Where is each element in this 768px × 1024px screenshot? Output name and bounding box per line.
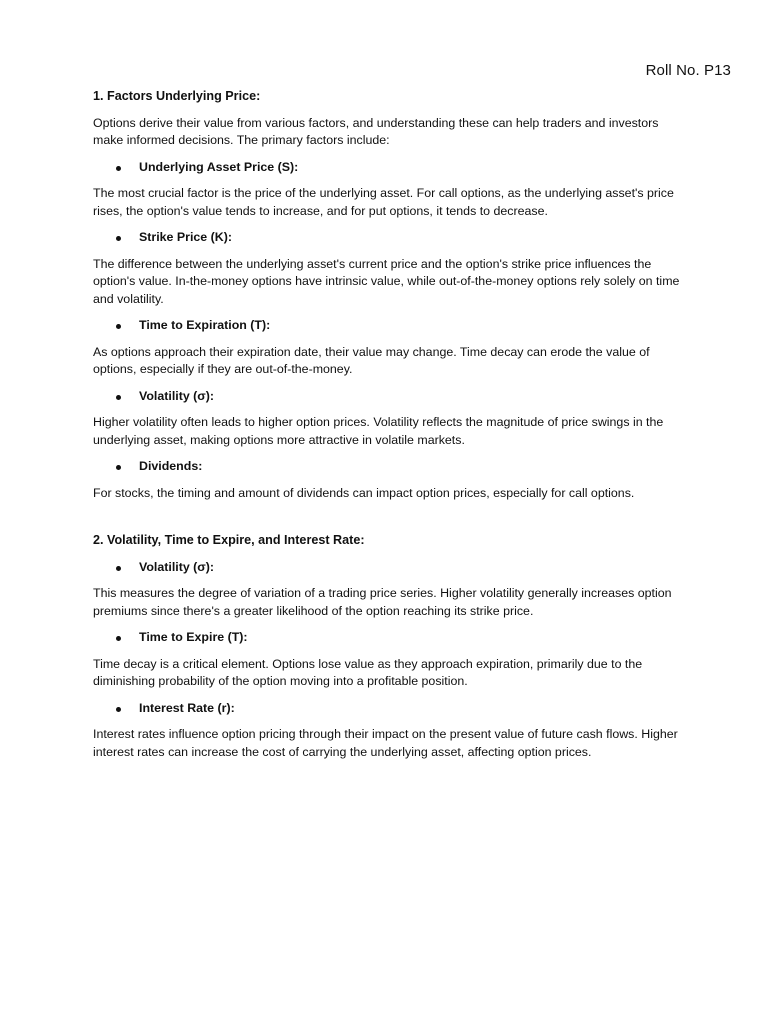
bullet-volatility xyxy=(93,388,683,406)
bullet-icon xyxy=(116,707,121,712)
paragraph-dividends: For stocks, the timing and amount of dividends can impact option prices, especially for call options. xyxy=(93,485,635,500)
section-2-heading: 2. Volatility, Time to Expire, and Interest Rate: xyxy=(93,533,365,547)
paragraph-volatility-2: This measures the degree of variation of a trading price series. Higher volatility generally increases option premiums since there's a greater likelihood of the option reaching its strike price. xyxy=(93,586,672,618)
paragraph-time-to-expire: Time decay is a critical element. Options lose value as they approach expiration, primarily due to the diminishing probability of the option moving into a profitable position. xyxy=(93,656,643,688)
bullet-icon xyxy=(116,166,121,171)
bullet-title: Dividends: xyxy=(139,459,203,473)
section-1-heading: 1. Factors Underlying Price: xyxy=(93,89,261,103)
bullet-volatility-2 xyxy=(93,559,683,577)
document-body xyxy=(93,88,683,770)
bullet-title: Underlying Asset Price (S): xyxy=(139,159,299,174)
bullet-title: Time to Expiration (T): xyxy=(139,318,271,332)
bullet-title: Strike Price (K): xyxy=(139,230,232,244)
bullet-icon xyxy=(116,636,121,641)
bullet-time-to-expire xyxy=(93,629,683,647)
roll-number: Roll No. P13 xyxy=(645,62,731,79)
bullet-strike-price xyxy=(93,229,683,247)
bullet-icon xyxy=(116,465,121,470)
bullet-interest-rate xyxy=(93,700,683,718)
paragraph-interest-rate: Interest rates influence option pricing through their impact on the present value of future cash flows. Higher interest rates can increase the cost of carrying the underlying asset, affecting option prices. xyxy=(93,727,678,759)
paragraph-strike-price: The difference between the underlying asset's current price and the option's strike price influences the option's value. In-the-money options have intrinsic value, while out-of-the-money options rely solely on time and volatility. xyxy=(93,256,680,306)
bullet-icon xyxy=(116,324,121,329)
bullet-icon xyxy=(116,566,121,571)
bullet-icon xyxy=(116,236,121,241)
bullet-title: Volatility (σ): xyxy=(139,388,215,403)
section-1-intro: Options derive their value from various factors, and understanding these can help traders and investors make informed decisions. The primary factors include: xyxy=(93,115,659,147)
bullet-dividends xyxy=(93,458,683,476)
paragraph-time-to-expiration: As options approach their expiration date, their value may change. Time decay can erode the value of options, especially if they are out-of-the-money. xyxy=(93,344,650,376)
bullet-title: Time to Expire (T): xyxy=(139,630,248,644)
bullet-icon xyxy=(116,395,121,400)
bullet-title: Interest Rate (r): xyxy=(139,700,235,715)
bullet-underlying-asset-price xyxy=(93,159,683,177)
paragraph-underlying-asset-price: The most crucial factor is the price of the underlying asset. For call options, as the underlying asset's price rises, the option's value tends to increase, and for put options, it tends to decrease. xyxy=(93,186,674,218)
bullet-title: Volatility (σ): xyxy=(139,559,215,574)
paragraph-volatility: Higher volatility often leads to higher option prices. Volatility reflects the magnitude of price swings in the underlying asset, making options more attractive in volatile markets. xyxy=(93,415,664,447)
bullet-time-to-expiration xyxy=(93,317,683,335)
